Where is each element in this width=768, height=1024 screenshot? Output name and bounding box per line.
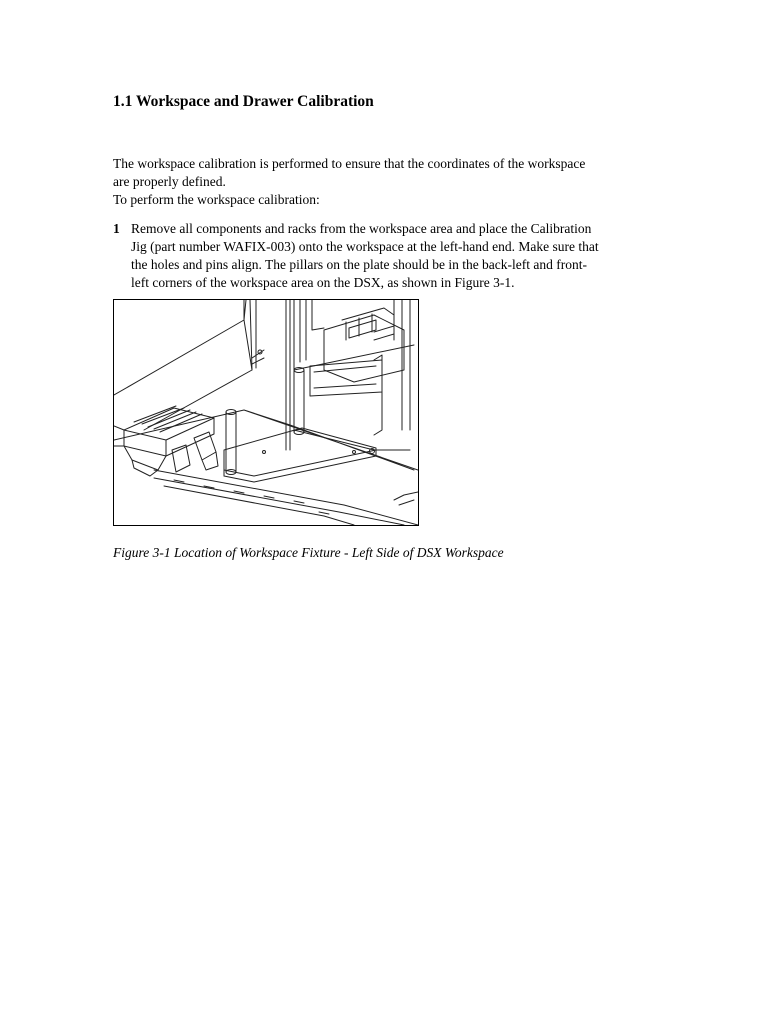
intro-paragraph [113, 155, 673, 209]
pillar-front-left [226, 410, 236, 475]
workspace-floor [114, 410, 418, 470]
step-line: Jig (part number WAFIX-003) onto the workspace at the left-hand end. Make sure that [131, 239, 599, 254]
pillar-back-left [294, 368, 304, 435]
workspace-fixture-figure [113, 299, 419, 526]
intro-line: The workspace calibration is performed to ensure that the coordinates of the workspace [113, 156, 586, 171]
step-text [131, 220, 676, 292]
right-machinery [324, 315, 404, 382]
intro-line: To perform the workspace calibration: [113, 192, 320, 207]
front-rail [154, 470, 418, 525]
section-heading: 1.1 Workspace and Drawer Calibration [113, 93, 374, 110]
workspace-line-drawing [114, 300, 418, 525]
step-number: 1 [113, 221, 120, 236]
gripper-assembly [114, 406, 218, 476]
step-line: Remove all components and racks from the workspace area and place the Calibration [131, 221, 592, 236]
step-line: left corners of the workspace area on the DSX, as shown in Figure 3-1. [131, 275, 515, 290]
step-line: the holes and pins align. The pillars on the plate should be in the back-left and front- [131, 257, 588, 272]
figure-caption: Figure 3-1 Location of Workspace Fixture - Left Side of DSX Workspace [113, 545, 504, 560]
intro-line: are properly defined. [113, 174, 226, 189]
